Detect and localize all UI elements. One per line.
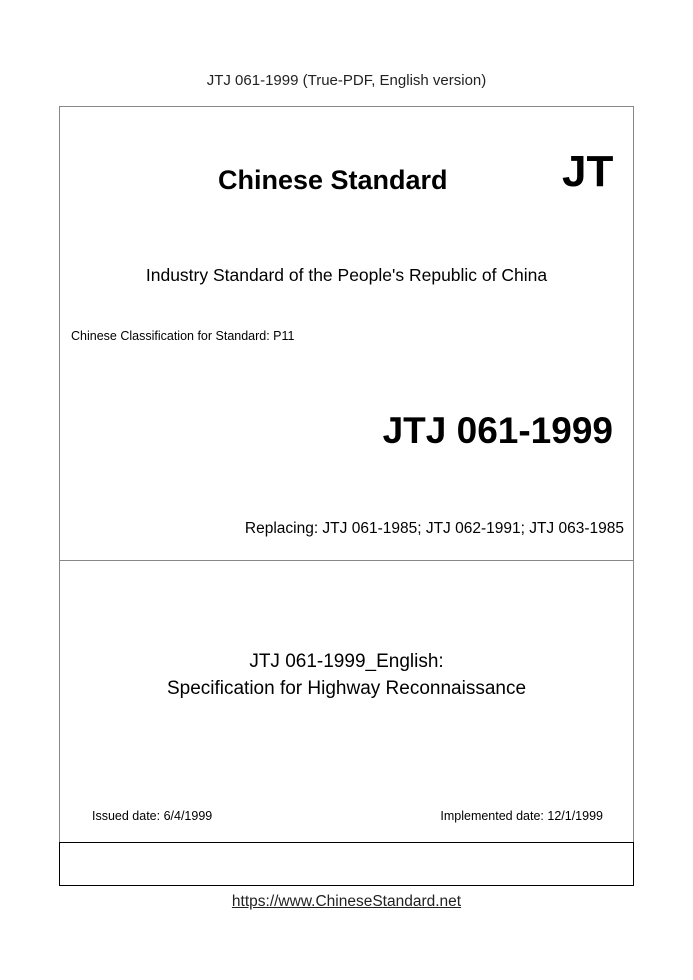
- website-link[interactable]: https://www.ChineseStandard.net: [231, 893, 462, 910]
- implemented-date: Implemented date: 12/1/1999: [440, 809, 603, 823]
- standard-code-mark: JT: [562, 147, 614, 196]
- issued-date: Issued date: 6/4/1999: [92, 809, 213, 823]
- footer: [0, 893, 693, 911]
- cover-title: Chinese Standard: [218, 165, 448, 195]
- cover-middle-panel: [59, 561, 634, 842]
- document-name-line-1: JTJ 061-1999_English:: [249, 651, 444, 672]
- cover-bottom-panel: [59, 842, 634, 886]
- industry-standard-line: Industry Standard of the People's Republic of China: [145, 265, 548, 285]
- replacing-line: Replacing: JTJ 061-1985; JTJ 062-1991; JTJ 063-1985: [244, 520, 624, 537]
- page-header: JTJ 061-1999 (True-PDF, English version): [206, 72, 487, 89]
- document-name-line-2: Specification for Highway Reconnaissance: [166, 678, 527, 699]
- standard-number: JTJ 061-1999: [382, 410, 613, 451]
- classification-line: Chinese Classification for Standard: P11: [71, 329, 295, 343]
- cover-top-panel: [59, 106, 634, 561]
